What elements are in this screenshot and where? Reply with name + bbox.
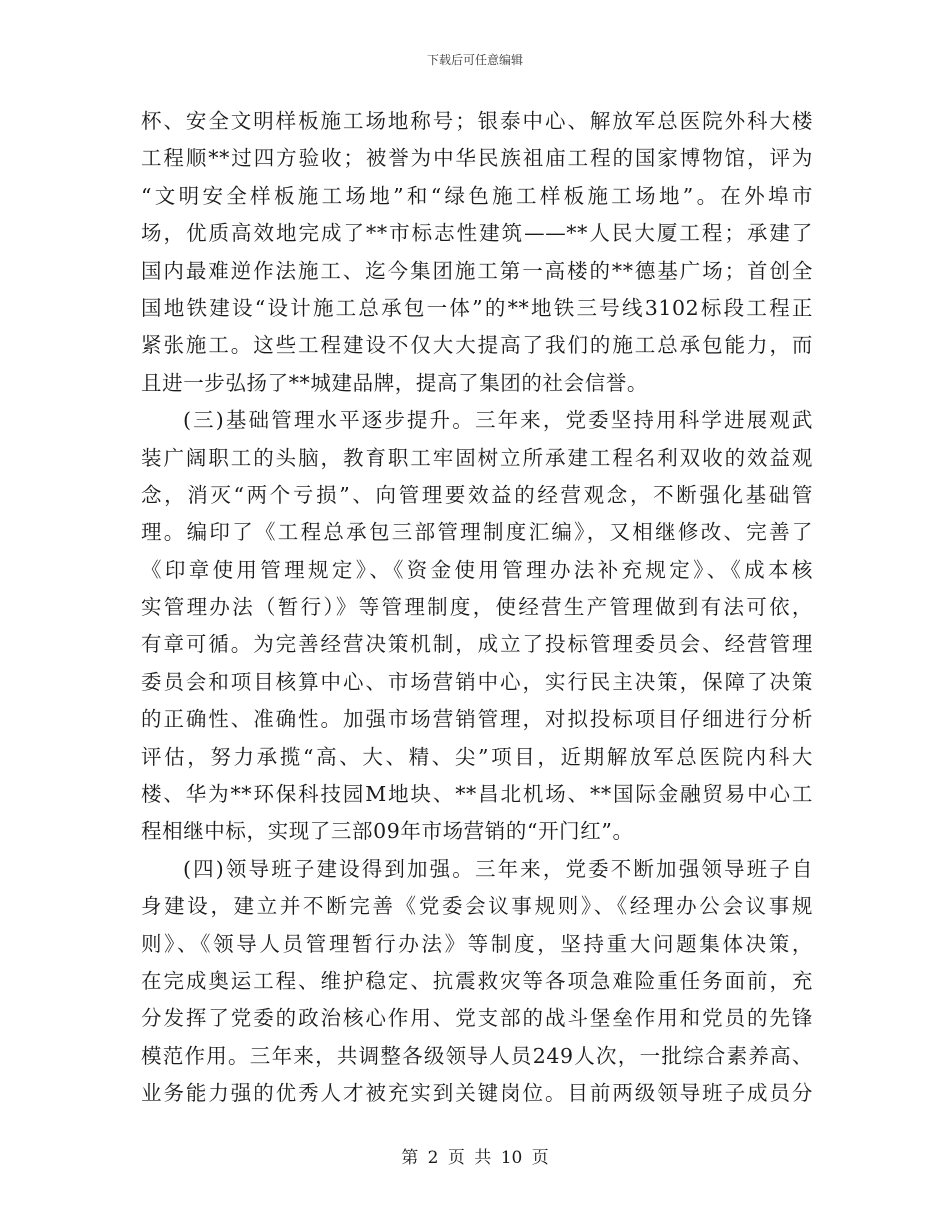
text-line: 在完成奥运工程、维护稳定、抗震救灾等各项急难险重任务面前，充 bbox=[141, 968, 813, 993]
paragraph-heading-section-3: (三)基础管理水平逐步提升。三年来，党委坚持用科学进展观武 bbox=[183, 408, 813, 433]
text-line: 业务能力强的优秀人才被充实到关键岗位。目前两级领导班子成员分 bbox=[141, 1081, 813, 1106]
text-line: 身建设，建立并不断完善《党委会议事规则》、《经理办公会议事规 bbox=[141, 894, 813, 919]
text-line-paragraph-end: 程相继中标，实现了三部09年市场营销的“开门红”。 bbox=[141, 819, 634, 844]
document-body bbox=[141, 103, 813, 1113]
text-line: 装广阔职工的头脑，教育职工牢固树立所承建工程名利双收的效益观 bbox=[141, 445, 813, 470]
text-line: 则》、《领导人员管理暂行办法》等制度，坚持重大问题集体决策， bbox=[141, 931, 813, 956]
text-line-paragraph-end: 且进一步弘扬了**城建品牌，提高了集团的社会信誉。 bbox=[141, 370, 648, 395]
text-line: 楼、华为**环保科技园M地块、**昌北机场、**国际金融贸易中心工 bbox=[141, 782, 813, 807]
text-line: 紧张施工。这些工程建设不仅大大提高了我们的施工总承包能力，而 bbox=[141, 333, 813, 358]
text-line: 委员会和项目核算中心、市场营销中心，实行民主决策，保障了决策 bbox=[141, 669, 813, 694]
text-line: “文明安全样板施工场地”和“绿色施工样板施工场地”。在外埠市 bbox=[141, 183, 813, 208]
text-line: 评估，努力承揽“高、大、精、尖”项目，近期解放军总医院内科大 bbox=[141, 744, 813, 769]
text-line: 杯、安全文明样板施工场地称号；银泰中心、解放军总医院外科大楼 bbox=[141, 109, 813, 133]
text-line: 国地铁建设“设计施工总承包一体”的**地铁三号线3102标段工程正 bbox=[141, 295, 813, 320]
text-line: 有章可循。为完善经营决策机制，成立了投标管理委员会、经营管理 bbox=[141, 632, 813, 657]
text-line: 场，优质高效地完成了**市标志性建筑——**人民大厦工程；承建了 bbox=[141, 221, 813, 246]
page-number-footer: 第 2 页 共 10 页 bbox=[401, 1148, 549, 1168]
text-line: 分发挥了党委的政治核心作用、党支部的战斗堡垒作用和党员的先锋 bbox=[141, 1006, 813, 1031]
text-line: 理。编印了《工程总承包三部管理制度汇编》，又相继修改、完善了 bbox=[141, 520, 813, 545]
paragraph-heading-section-4: (四)领导班子建设得到加强。三年来，党委不断加强领导班子自 bbox=[183, 856, 813, 881]
text-line: 模范作用。三年来，共调整各级领导人员249人次，一批综合素养高、 bbox=[141, 1043, 813, 1068]
text-line: 国内最难逆作法施工、迄今集团施工第一高楼的**德基广场；首创全 bbox=[141, 258, 813, 283]
text-line: 的正确性、准确性。加强市场营销管理，对拟投标项目仔细进行分析 bbox=[141, 707, 813, 732]
text-line: 《印章使用管理规定》、《资金使用管理办法补充规定》、《成本核 bbox=[141, 557, 813, 582]
text-line: 念，消灭“两个亏损”、向管理要效益的经营观念，不断强化基础管 bbox=[141, 482, 813, 507]
text-line: 实管理办法（暂行）》等管理制度，使经营生产管理做到有法可依， bbox=[141, 595, 813, 620]
page-header-note: 下载后可任意编辑 bbox=[426, 53, 523, 67]
text-line: 工程顺**过四方验收；被誉为中华民族祖庙工程的国家博物馆，评为 bbox=[141, 146, 813, 171]
